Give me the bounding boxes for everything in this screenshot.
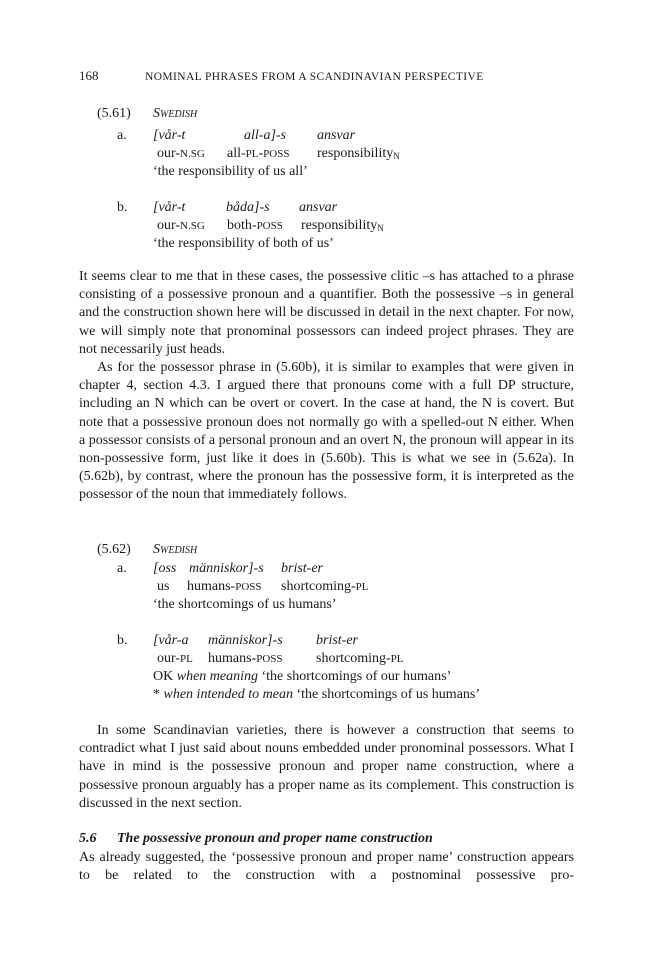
sub-label-b: b. <box>117 633 128 648</box>
translation-line: ‘the responsibility of us all’ <box>153 164 308 179</box>
section-number: 5.6 <box>79 831 97 846</box>
running-title: NOMINAL PHRASES FROM A SCANDINAVIAN PERSPECTIVE <box>145 71 484 83</box>
running-header <box>79 68 484 84</box>
sub-label-b: b. <box>117 200 128 215</box>
source-line: [vår-a människor]-s brist-er <box>153 633 358 648</box>
source-line: [vår-t båda]-s ansvar <box>153 200 338 215</box>
translation-line: ‘the responsibility of both of us’ <box>153 236 334 251</box>
example-5-62 <box>79 541 574 711</box>
example-language: Swedish <box>153 106 198 121</box>
sub-label-a: a. <box>117 561 127 576</box>
example-number: (5.61) <box>97 106 131 121</box>
paragraph-3: In some Scandinavian varieties, there is however a construction that seems to contradict what I just said about nouns embedded under pronominal possessors. What I have in mind is the possessive pronoun and proper name construction, where a possessive pronoun arguably has a proper name as its complement. This construction is discussed in the next section. <box>79 723 574 811</box>
paragraph-1: It seems clear to me that in these cases, the possessive clitic –s has attached to a phrase consisting of a possessive pronoun and a quantifier. Both the possessive –s in general and the construction shown here will be discussed in detail in the next chapter. For now, we will simply note that pronominal possessors can indeed project phrases. They are not necessarily just heads. <box>79 269 574 357</box>
gloss-line: our-PL humans-POSS shortcoming-PL <box>157 651 404 666</box>
example-number: (5.62) <box>97 542 131 557</box>
translation-line: ‘the shortcomings of us humans’ <box>153 597 337 612</box>
gloss-line: our-N.SG all-PL-POSS responsibilityN <box>157 146 400 161</box>
example-language: Swedish <box>153 542 198 557</box>
gloss-line: us humans-POSS shortcoming-PL <box>157 579 369 594</box>
section-heading <box>79 831 433 847</box>
paragraph-2: As for the possessor phrase in (5.60b), it is similar to examples that were given in chapter 4, section 4.3. I argued there that pronouns come with a full DP structure, including an N which can be overt or covert. In the case at hand, the N is covert. But note that a possessive pronoun does not normally go with a spelled-out N either. When a possessor consists of a personal pronoun and an overt N, the pronoun will appear in its non-possessive form, just like it does in (5.60b). This is what we see in (5.62a). In (5.62b), by contrast, where the pronoun has the possessive form, it is interpreted as the possessor of the noun that immediately follows. <box>79 360 574 503</box>
section-title: The possessive pronoun and proper name construction <box>117 831 433 846</box>
example-5-61 <box>79 105 574 255</box>
page-number: 168 <box>79 68 99 83</box>
paragraph-4: As already suggested, the ‘possessive pronoun and proper name’ construction appears to be related to the construction with a postnominal possessive pro- <box>79 850 574 884</box>
sub-label-a: a. <box>117 128 127 143</box>
gloss-line: our-N.SG both-POSS responsibilityN <box>157 218 384 233</box>
star-reading-line: * when intended to mean ‘the shortcomings of us humans’ <box>153 687 481 702</box>
source-line: [oss människor]-s brist-er <box>153 561 323 576</box>
ok-reading-line: OK when meaning ‘the shortcomings of our humans’ <box>153 669 452 684</box>
source-line: [vår-t all-a]-s ansvar <box>153 128 356 143</box>
